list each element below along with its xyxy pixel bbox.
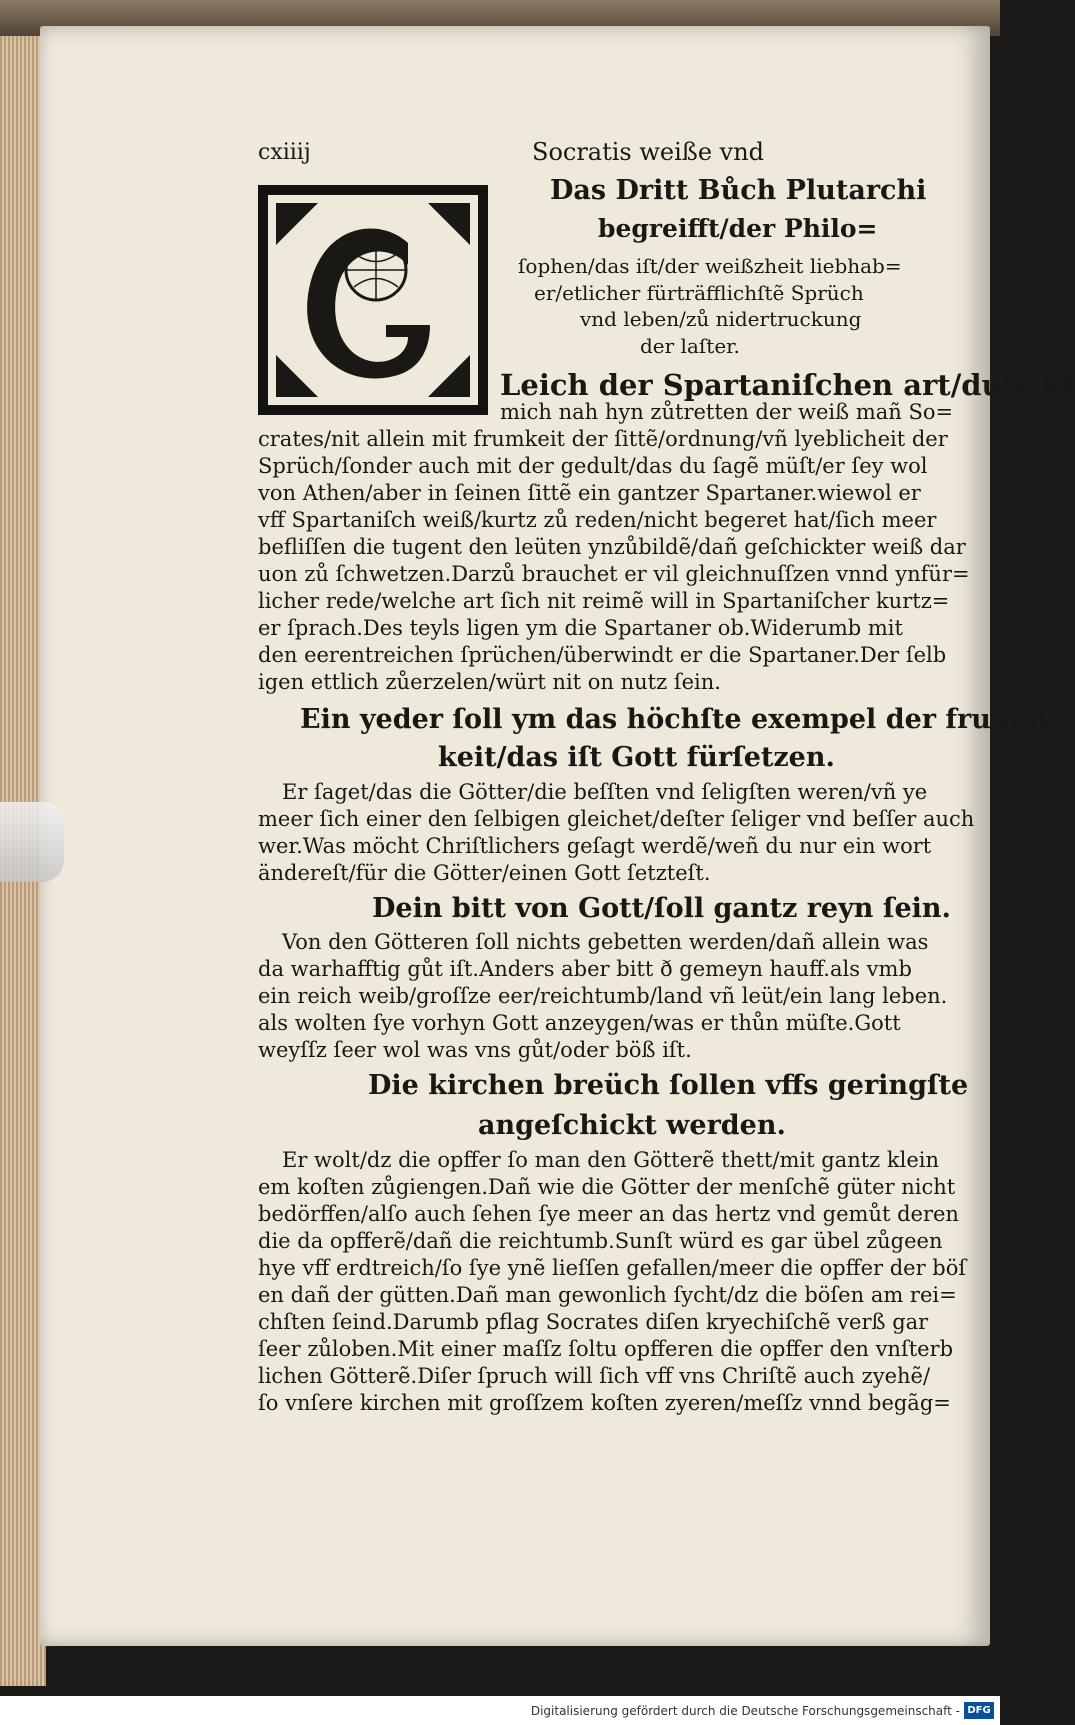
title-line: vnd leben/zů nidertruckung bbox=[580, 307, 862, 331]
page-clip bbox=[0, 802, 64, 882]
dfg-logo-icon: DFG bbox=[964, 1702, 994, 1719]
body-line: Sprüch/ſonder auch mit der gedult/das du ſagẽ müſt/er ſey wol bbox=[258, 454, 928, 478]
decorated-initial bbox=[258, 185, 488, 415]
title-line: der laſter. bbox=[640, 334, 740, 358]
body-line: da warhafftig gůt iſt.Anders aber bitt ð gemeyn hauff.als vmb bbox=[258, 957, 912, 981]
section-heading: Die kirchen breüch ſollen vffs geringſte bbox=[368, 1070, 969, 1101]
section-heading: Ein yeder ſoll ym das höchſte exempel der frumm= bbox=[300, 704, 1071, 735]
body-line: die da opfferẽ/dañ die reichtumb.Sunſt würd es gar übel zůgeen bbox=[258, 1229, 943, 1253]
body-line: mich nah hyn zůtretten der weiß mañ So= bbox=[500, 400, 954, 424]
body-line: wer.Was möcht Chriſtlichers geſagt werdẽ/weñ du nur ein wort bbox=[258, 834, 932, 858]
title-line: Das Dritt Bůch Plutarchi bbox=[550, 175, 927, 206]
body-line: ändereſt/für die Götter/einen Gott ſetzteſt. bbox=[258, 861, 711, 885]
body-line: em koſten zůgiengen.Dañ wie die Götter der menſchẽ güter nicht bbox=[258, 1175, 956, 1199]
title-line: ſophen/das iſt/der weißzheit liebhab= bbox=[518, 254, 902, 278]
body-line: crates/nit allein mit frumkeit der ſittẽ/ordnung/vñ lyeblicheit der bbox=[258, 427, 948, 451]
body-line: licher rede/welche art ſich nit reimẽ will in Spartaniſcher kurtz= bbox=[258, 589, 950, 613]
body-line: befliſſen die tugent den leüten ynzůbildẽ/dañ geſchickter weiß dar bbox=[258, 535, 966, 559]
body-line: meer ſich einer den ſelbigen gleichet/deſter ſeliger vnd beſſer auch bbox=[258, 807, 975, 831]
body-line: lichen Götterẽ.Diſer ſpruch will ſich vff vns Chriſtẽ auch zyehẽ/ bbox=[258, 1364, 931, 1388]
body-line: vff Spartaniſch weiß/kurtz zů reden/nicht begeret hat/ſich meer bbox=[258, 508, 937, 532]
body-line: en dañ der gütten.Dañ man gewonlich ſycht/dz die böſen am rei= bbox=[258, 1283, 957, 1307]
page-number: cxiiij bbox=[258, 140, 311, 165]
body-line: ein reich weib/groſſze eer/reichtumb/land vñ leüt/ein lang leben. bbox=[258, 984, 948, 1008]
section-heading: Dein bitt von Gott/ſoll gantz reyn ſein. bbox=[372, 893, 951, 924]
body-line: Er ſaget/das die Götter/die beſſten vnd ſeligſten weren/vñ ye bbox=[282, 780, 928, 804]
running-head: Socratis weiße vnd bbox=[532, 138, 765, 166]
body-line: Er wolt/dz die opffer ſo man den Götterẽ thett/mit gantz klein bbox=[282, 1148, 940, 1172]
body-line: bedörffen/alſo auch ſehen ſye meer an das hertz vnd gemůt deren bbox=[258, 1202, 959, 1226]
body-line: als wolten ſye vorhyn Gott anzeygen/was er thůn müſte.Gott bbox=[258, 1011, 901, 1035]
section-heading: angeſchickt werden. bbox=[478, 1110, 786, 1141]
initial-ornament-icon bbox=[258, 185, 488, 415]
body-line: er ſprach.Des teyls ligen ym die Spartaner ob.Widerumb mit bbox=[258, 616, 903, 640]
body-line: ſo vnſere kirchen mit groſſzem koſten zyeren/meſſz vnnd begãg= bbox=[258, 1391, 951, 1415]
section-heading: keit/das iſt Gott fürſetzen. bbox=[438, 742, 835, 773]
body-line: weyſſz ſeer wol was vns gůt/oder böß iſt. bbox=[258, 1038, 692, 1062]
title-line: begreifft/der Philo= bbox=[598, 214, 878, 243]
body-line: von Athen/aber in ſeinen ſittẽ ein gantzer Spartaner.wiewol er bbox=[258, 481, 921, 505]
body-line: Leich der Spartaniſchen art/dunckt bbox=[500, 368, 1075, 402]
body-line: Von den Götteren ſoll nichts gebetten werden/dañ allein was bbox=[282, 930, 929, 954]
title-line: er/etlicher fürträfflichſtẽ Sprüch bbox=[534, 281, 864, 305]
body-line: ſeer zůloben.Mit einer maſſz ſoltu opfferen die opffer den vnſterb bbox=[258, 1337, 954, 1361]
body-line: den eerentreichen ſprüchen/überwindt er die Spartaner.Der ſelb bbox=[258, 643, 947, 667]
body-line: uon zů ſchwetzen.Darzů brauchet er vil gleichnuſſzen vnnd ynfür= bbox=[258, 562, 970, 586]
digitization-footer bbox=[0, 1696, 1000, 1725]
body-line: hye vff erdtreich/ſo ſye ynẽ lieſſen gefallen/meer die opffer der böſ bbox=[258, 1256, 967, 1280]
body-line: chſten ſeind.Darumb pflag Socrates diſen kryechiſchẽ verß gar bbox=[258, 1310, 929, 1334]
body-line: igen ettlich zůerzelen/würt nit on nutz ſein. bbox=[258, 670, 721, 694]
footer-credit: Digitalisierung gefördert durch die Deutsche Forschungsgemeinschaft - bbox=[530, 1704, 960, 1718]
